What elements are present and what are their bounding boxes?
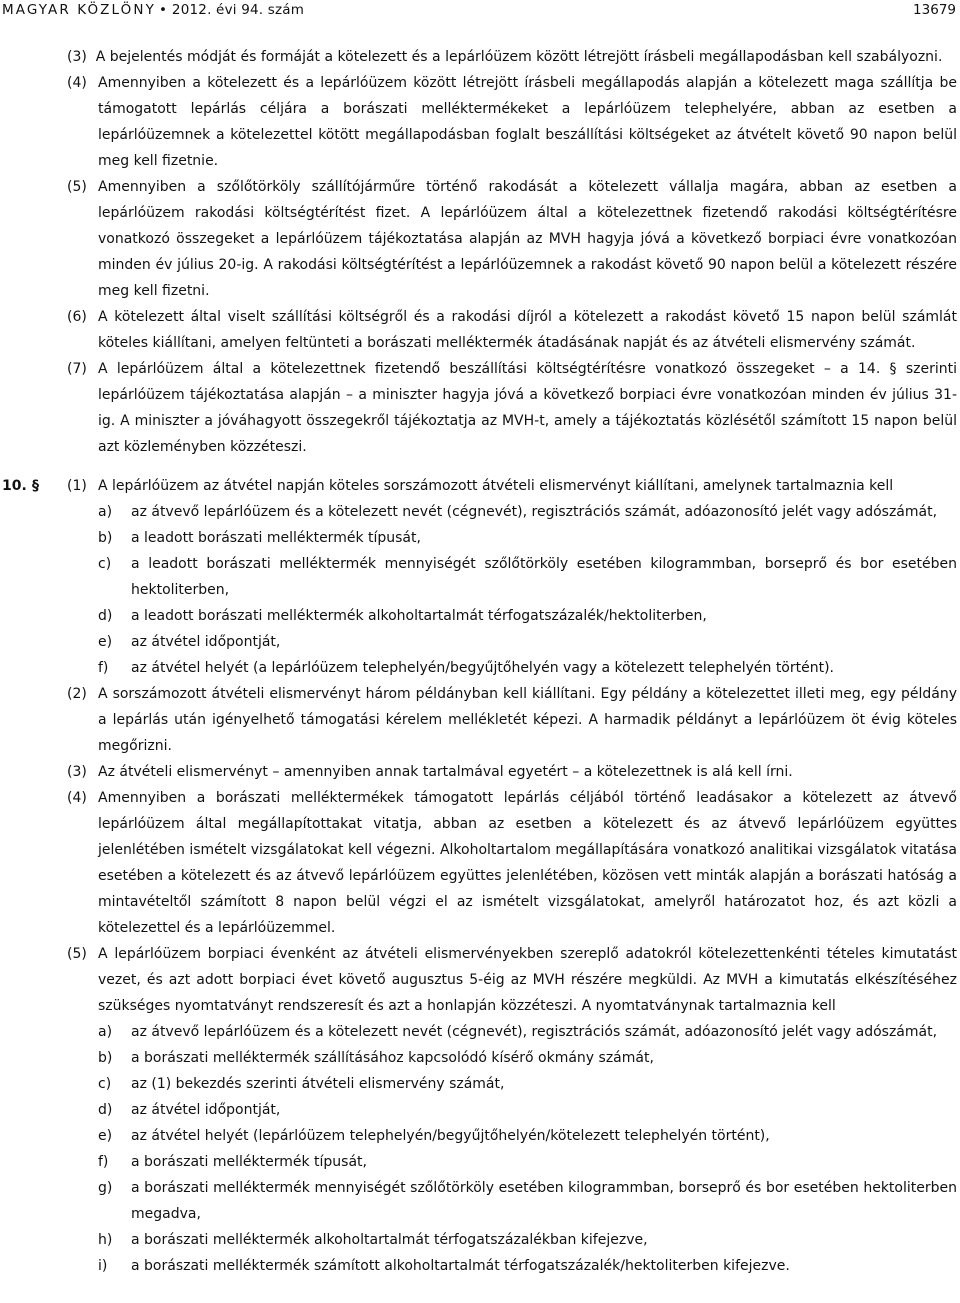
paragraph-number: (3) (67, 49, 87, 65)
item-letter: b) (98, 530, 113, 546)
item-text: az átvétel helyét (lepárlóüzem telephelyén/begyűjtőhelyén/kötelezett telephelyén történt), (131, 1128, 770, 1144)
paragraph-text: Amennyiben a kötelezett és a lepárlóüzem között létrejött írásbeli megállapodás alapján a kötelezett maga szállítja be támogatott lepárlás céljára a borászati melléktermékeket a lepárlóüzem telephelyére, abban az esetben a lepárlóüzemnek a kötelezettel kötött megállapodásban foglalt beszállítási költségeket az átvételt követő 90 napon belül meg kell fizetnie. (98, 75, 957, 169)
issue-label: 2012. évi 94. szám (171, 2, 305, 18)
item-text: a borászati melléktermék alkoholtartalmát térfogatszázalékban kifejezve, (131, 1232, 648, 1248)
paragraph-text: Az átvételi elismervényt – amennyiben annak tartalmával egyetért – a kötelezettnek is alá kell írni. (98, 764, 793, 780)
paragraph-number: (2) (67, 686, 87, 702)
item-text: az átvétel helyét (a lepárlóüzem telephelyén/begyűjtőhelyén vagy a kötelezett telephelyén történt). (131, 660, 835, 676)
paragraph-text: A sorszámozott átvételi elismervényt három példányban kell kiállítani. Egy példány a kötelezettet illeti meg, egy példány a lepárlás után igényelhető támogatási kérelem mellékletét képezi. A harmadik példányt a lepárlóüzem öt évig köteles megőrizni. (98, 686, 957, 754)
item-letter: e) (98, 1128, 113, 1144)
paragraph-text: Amennyiben a szőlőtörköly szállítójárműre történő rakodását a kötelezett vállalja magára, abban az esetben a lepárlóüzem rakodási költségtérítést fizet. A lepárlóüzem által a kötelezettnek fizetendő rakodási költségtérítésre vonatkozó összegeket a lepárlóüzem tájékoztatása alapján az MVH hagyja jóvá a következő borpiaci évre vonatkozóan minden év július 20-ig. A rakodási költségtérítést a lepárlóüzemnek a rakodást követő 90 napon belül a kötelezett részére meg kell fizetni. (98, 179, 957, 299)
paragraph-10-5 (0, 941, 960, 1019)
paragraph-10-1 (0, 473, 960, 499)
list-item (0, 551, 960, 603)
item-text: a leadott borászati melléktermék típusát, (131, 530, 421, 546)
running-head (2, 2, 304, 18)
paragraph-9-5 (0, 174, 960, 304)
list-item (0, 499, 960, 525)
item-text: az (1) bekezdés szerinti átvételi elismervény számát, (131, 1076, 505, 1092)
item-letter: e) (98, 634, 113, 650)
item-letter: f) (98, 1154, 109, 1170)
paragraph-number: (5) (67, 179, 87, 195)
list-item (0, 1019, 960, 1045)
paragraph-10-2 (0, 681, 960, 759)
paragraph-text: A lepárlóüzem által a kötelezettnek fizetendő beszállítási költségtérítésre vonatkozó összegeket – a 14. § szerinti lepárlóüzem tájékoztatása alapján – a miniszter hagyja jóvá a következő borpiaci évre vonatkozóan minden év július 31-ig. A miniszter a jóváhagyott összegekről tájékoztatja az MVH-t, amely a tájékoztatás közlésétől számított 15 napon belül azt közleményben közzéteszi. (98, 361, 957, 455)
item-letter: i) (98, 1258, 108, 1274)
paragraph-9-4 (0, 70, 960, 174)
item-text: az átvétel időpontját, (131, 1102, 281, 1118)
item-text: az átvétel időpontját, (131, 634, 281, 650)
item-letter: d) (98, 608, 113, 624)
paragraph-10-3 (0, 759, 960, 785)
section-sign: § (32, 478, 39, 494)
item-text: az átvevő lepárlóüzem és a kötelezett nevét (cégnevét), regisztrációs számát, adóazonosító jelét vagy adószámát, (131, 504, 938, 520)
section-number: 10. (2, 478, 27, 494)
item-letter: h) (98, 1232, 113, 1248)
list-item (0, 1071, 960, 1097)
item-text: a borászati melléktermék típusát, (131, 1154, 367, 1170)
item-text: a leadott borászati melléktermék mennyiségét szőlőtörköly esetében kilogrammban, borseprő és bor esetében hektoliterben, (131, 556, 957, 598)
paragraph-10-4 (0, 785, 960, 941)
item-letter: c) (98, 1076, 112, 1092)
list-item (0, 1253, 960, 1279)
paragraph-number: (5) (67, 946, 87, 962)
list-item (0, 655, 960, 681)
item-letter: c) (98, 556, 112, 572)
item-letter: d) (98, 1102, 113, 1118)
list-item (0, 1123, 960, 1149)
paragraph-number: (6) (67, 309, 87, 325)
paragraph-text: A lepárlóüzem borpiaci évenként az átvételi elismervényekben szereplő adatokról kötelezettenkénti tételes kimutatást vezet, és azt adott borpiaci évet követő augusztus 5-éig az MVH részére megküldi. Az MVH a kimutatás elkészítéséhez szükséges nyomtatványt rendszeresít és azt a honlapján közzéteszi. A nyomtatványnak tartalmaznia kell (98, 946, 957, 1014)
journal-title: MAGYAR KÖZLÖNY (2, 2, 156, 18)
paragraph-text: A kötelezett által viselt szállítási költségről és a rakodási díjról a kötelezett a rakodást követő 15 napon belül számlát köteles kiállítani, amelyen feltünteti a borászati melléktermék átadásának napját és az átvételi elismervény számát. (98, 309, 957, 351)
item-letter: g) (98, 1180, 113, 1196)
paragraph-9-7 (0, 356, 960, 460)
paragraph-text: A lepárlóüzem az átvétel napján köteles sorszámozott átvételi elismervényt kiállítani, amelynek tartalmaznia kell (98, 478, 894, 494)
page-header (0, 0, 960, 22)
item-letter: a) (98, 1024, 113, 1040)
paragraph-9-6 (0, 304, 960, 356)
page-number: 13679 (913, 2, 956, 18)
list-item (0, 525, 960, 551)
item-text: a leadott borászati melléktermék alkoholtartalmát térfogatszázalék/hektoliterben, (131, 608, 707, 624)
list-item (0, 1175, 960, 1227)
section-gap (0, 460, 960, 473)
list-item (0, 603, 960, 629)
bullet-separator: • (158, 2, 167, 18)
item-text: a borászati melléktermék szállításához kapcsolódó kísérő okmány számát, (131, 1050, 654, 1066)
item-letter: f) (98, 660, 109, 676)
paragraph-number: (7) (67, 361, 87, 377)
paragraph-number: (1) (67, 478, 87, 494)
list-item (0, 1227, 960, 1253)
list-item (0, 1097, 960, 1123)
item-letter: a) (98, 504, 113, 520)
item-letter: b) (98, 1050, 113, 1066)
list-item (0, 1045, 960, 1071)
list-item (0, 1149, 960, 1175)
paragraph-text: Amennyiben a borászati melléktermékek támogatott lepárlás céljából történő leadásakor a kötelezett az átvevő lepárlóüzem által megállapítottakat vitatja, abban az esetben a kötelezett és az átvevő lepárlóüzem együttes jelenlétében ismételt vizsgálatokat kell végezni. Alkoholtartalom megállapítására vonatkozó analitikai vizsgálatok vitatása esetében a kötelezett és az átvevő lepárlóüzem együttes jelenlétében, közösen vett minták alapján a borászati hatóság a mintavételtől számított 8 napon belül végzi el az ismételt vizsgálatokat, amelyről határozatot hoz, és azt közli a kötelezettel és a lepárlóüzemmel. (98, 790, 957, 936)
paragraph-number: (4) (67, 75, 87, 91)
document-body (0, 44, 960, 1279)
list-item (0, 629, 960, 655)
paragraph-number: (4) (67, 790, 87, 806)
item-text: a borászati melléktermék mennyiségét szőlőtörköly esetében kilogrammban, borseprő és bor esetében hektoliterben megadva, (131, 1180, 957, 1222)
paragraph-number: (3) (67, 764, 87, 780)
item-text: a borászati melléktermék számított alkoholtartalmát térfogatszázalék/hektoliterben kifejezve. (131, 1258, 790, 1274)
item-text: az átvevő lepárlóüzem és a kötelezett nevét (cégnevét), regisztrációs számát, adóazonosító jelét vagy adószámát, (131, 1024, 938, 1040)
paragraph-9-3 (0, 44, 960, 70)
paragraph-text: A bejelentés módját és formáját a kötelezett és a lepárlóüzem között létrejött írásbeli megállapodásban kell szabályozni. (95, 49, 943, 65)
